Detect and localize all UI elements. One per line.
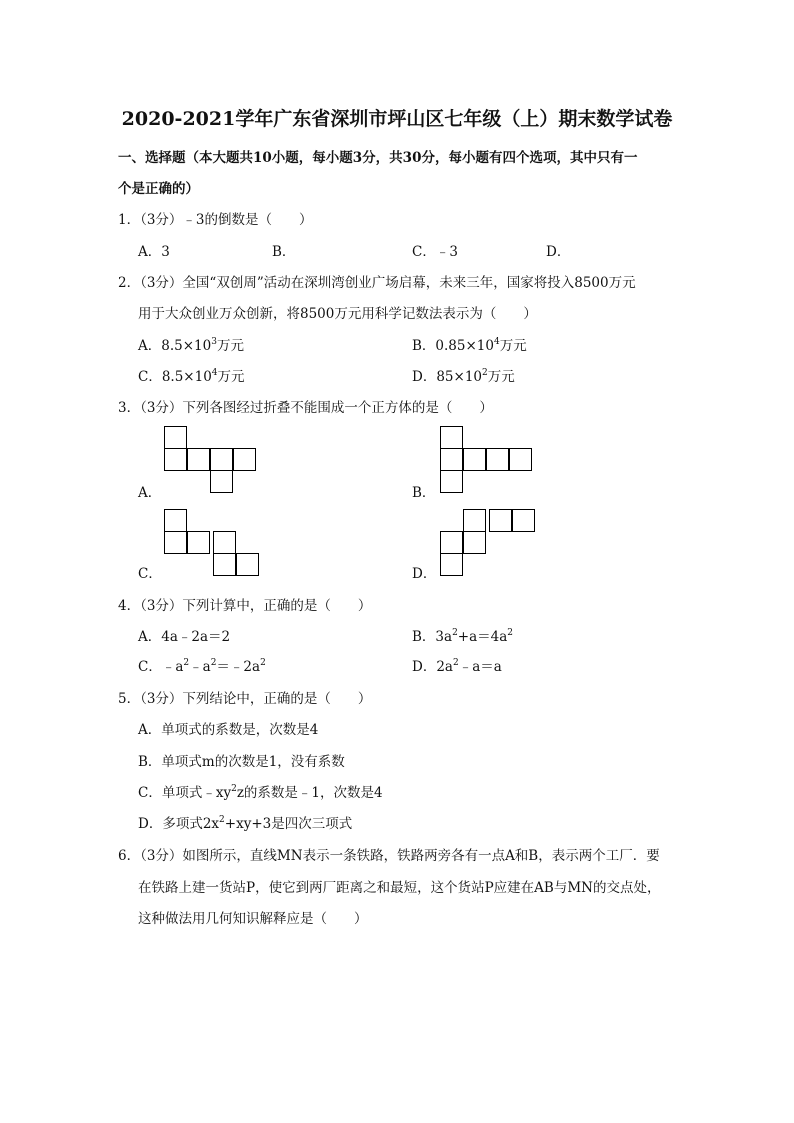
question-2-line2: 用于大众创业万众创新，将8500万元用科学记数法表示为（ ） xyxy=(138,306,537,322)
question-1-option-c: C．﹣3 xyxy=(412,244,458,260)
question-3-stem: 3．（3分）下列各图经过折叠不能围成一个正方体的是（ ） xyxy=(118,400,493,416)
section-heading-line1: 一、选择题（本大题共10小题，每小题3分，共30分，每小题有四个选项，其中只有一 xyxy=(118,150,638,166)
question-5-option-a: A．单项式的系数是，次数是4 xyxy=(138,722,319,738)
question-1-stem: 1．（3分）﹣3的倒数是（ ） xyxy=(118,212,313,228)
question-4-option-a: A．4a﹣2a＝2 xyxy=(138,629,231,645)
section-heading-line2: 个是正确的） xyxy=(118,181,199,197)
question-4-option-b: B．$3a^2+a=4a^2$ xyxy=(412,628,514,645)
question-3-option-d: D． xyxy=(412,566,437,582)
question-2-option-d: D．$85\times 10^2$万元 xyxy=(412,368,515,385)
question-6-line2: 在铁路上建一货站P，使它到两厂距离之和最短，这个货站P应建在AB与MN的交点处， xyxy=(138,880,661,896)
question-3-option-c: C． xyxy=(138,566,162,582)
question-2-option-b: B．$0.85\times 10^4$万元 xyxy=(412,337,527,354)
question-5-option-c: C．单项式$﹣xy^2z$的系数是﹣1，次数是4 xyxy=(138,784,383,801)
question-5-stem: 5．（3分）下列结论中，正确的是（ ） xyxy=(118,691,372,707)
question-5-option-b: B．单项式m的次数是1，没有系数 xyxy=(138,754,345,770)
question-3-option-a: A． xyxy=(138,485,162,501)
question-4-option-c: C．$﹣a^2﹣a^2=﹣2a^2$ xyxy=(138,658,266,675)
question-3-option-b: B． xyxy=(412,485,436,501)
question-4-stem: 4．（3分）下列计算中，正确的是（ ） xyxy=(118,598,372,614)
question-4-option-d: D．$2a^2﹣a=a$ xyxy=(412,658,502,675)
question-1-option-b: B． xyxy=(272,244,296,260)
question-2-option-c: C．$8.5\times 10^4$万元 xyxy=(138,368,245,385)
question-6-line1: 6．（3分）如图所示，直线MN表示一条铁路，铁路两旁各有一点A和B，表示两个工厂．要 xyxy=(118,848,660,864)
question-2-line1: 2．（3分）全国“双创周”活动在深圳湾创业广场启幕，未来三年，国家将投入8500万元 xyxy=(118,275,636,291)
question-1-option-d: D． xyxy=(546,244,571,260)
question-2-option-a: A．$8.5\times 10^3$万元 xyxy=(138,337,244,354)
question-6-line3: 这种做法用几何知识解释应是（ ） xyxy=(138,911,368,927)
page-title: 2020-2021学年广东省深圳市坪山区七年级（上）期末数学试卷 xyxy=(121,108,673,130)
question-1-option-a: A．3 xyxy=(138,244,170,260)
question-5-option-d: D．多项式$2x^2+xy+3$是四次三项式 xyxy=(138,815,353,832)
